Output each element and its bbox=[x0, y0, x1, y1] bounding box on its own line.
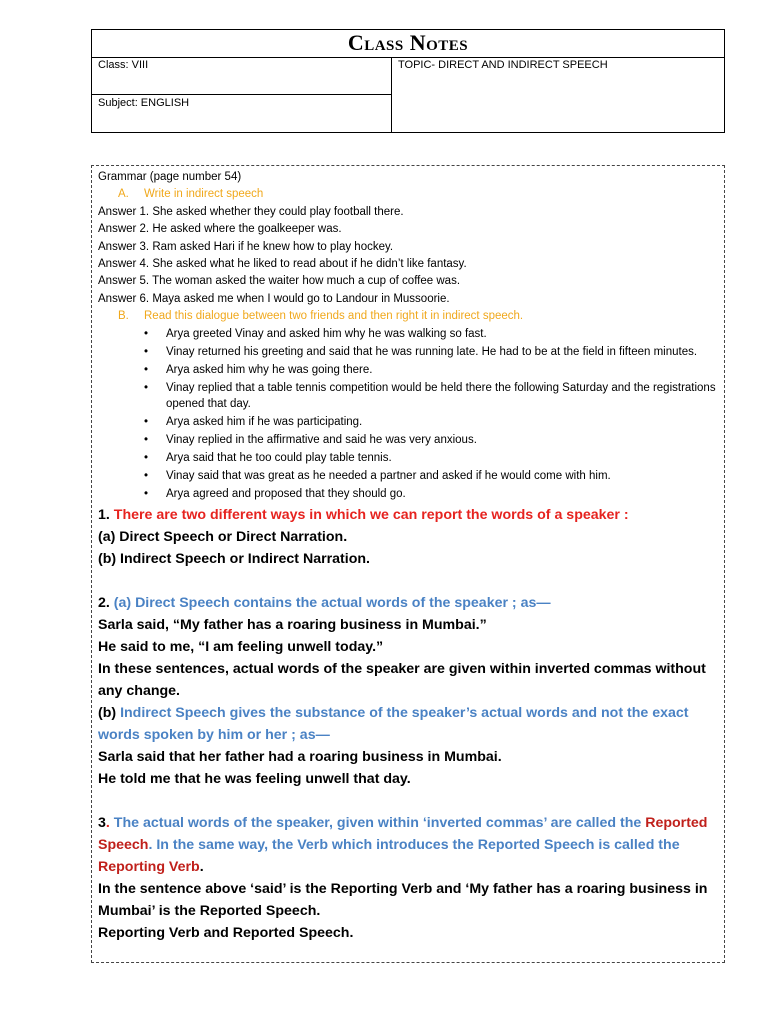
list-item: • Arya asked him why he was going there. bbox=[144, 362, 718, 378]
subject-label: Subject: ENGLISH bbox=[98, 97, 190, 109]
point-3-explanation: In the sentence above ‘said’ is the Reporting Verb and ‘My father has a roaring business in Mumbai’ is the Reported Speech. bbox=[98, 880, 708, 919]
point-1-b: (b) Indirect Speech or Indirect Narration. bbox=[98, 550, 370, 567]
point-3-text-2: . In the same way, the Verb which introduces the Reported Speech is called the bbox=[148, 836, 680, 853]
point-2-b-label: (b) bbox=[98, 704, 121, 721]
section-a-heading bbox=[98, 186, 718, 203]
direct-example-2: He said to me, “I am feeling unwell today.” bbox=[98, 638, 384, 655]
point-1-text: There are two different ways in which we can report the words of a speaker : bbox=[113, 506, 629, 523]
point-1-heading bbox=[98, 504, 718, 526]
header-left-column bbox=[92, 57, 392, 133]
list-item: • Vinay replied that a table tennis competition would be held there the following Saturday and the registrations opened that day. bbox=[144, 380, 718, 412]
point-1-a: (a) Direct Speech or Direct Narration. bbox=[98, 528, 348, 545]
reporting-verb-term: Reporting Verb bbox=[98, 858, 200, 875]
grammar-heading: Grammar (page number 54) bbox=[98, 171, 242, 183]
list-item: • Arya asked him if he was participating. bbox=[144, 414, 718, 430]
point-3-number: 3 bbox=[98, 814, 106, 831]
spacer bbox=[98, 570, 718, 592]
direct-example-1: Sarla said, “My father has a roaring business in Mumbai.” bbox=[98, 616, 487, 633]
list-item: • Arya said that he too could play table tennis. bbox=[144, 450, 718, 466]
indirect-example-1: Sarla said that her father had a roaring business in Mumbai. bbox=[98, 748, 502, 765]
section-a-title: Write in indirect speech bbox=[144, 188, 264, 201]
section-b-label: B. bbox=[118, 310, 129, 323]
class-label: Class: VIII bbox=[92, 57, 391, 95]
section-a-label: A. bbox=[118, 188, 129, 201]
answer-6: Answer 6. Maya asked me when I would go to Landour in Mussoorie. bbox=[98, 292, 450, 305]
section-b-heading bbox=[98, 308, 718, 325]
reported-speech-term: Reported Speech bbox=[98, 814, 708, 853]
list-item: • Vinay returned his greeting and said that he was running late. He had to be at the field in fifteen minutes. bbox=[144, 344, 718, 360]
topic-label: TOPIC- DIRECT AND INDIRECT SPEECH bbox=[398, 59, 608, 71]
indirect-example-2: He told me that he was feeling unwell that day. bbox=[98, 770, 411, 787]
page-title: Class Notes bbox=[92, 30, 724, 58]
class-notes-header bbox=[91, 29, 725, 133]
point-1-number: 1. bbox=[98, 506, 114, 523]
answer-3: Answer 3. Ram asked Hari if he knew how to play hockey. bbox=[98, 240, 394, 253]
point-2-text: (a) Direct Speech contains the actual words of the speaker ; as— bbox=[113, 594, 551, 611]
point-2-heading bbox=[98, 592, 718, 614]
list-item: • Vinay said that was great as he needed a partner and asked if he would come with him. bbox=[144, 468, 718, 484]
list-item: • Arya greeted Vinay and asked him why he was walking so fast. bbox=[144, 326, 718, 342]
answer-4: Answer 4. She asked what he liked to read about if he didn’t like fantasy. bbox=[98, 258, 467, 271]
answer-1: Answer 1. She asked whether they could play football there. bbox=[98, 205, 404, 218]
point-3-last-line: Reporting Verb and Reported Speech. bbox=[98, 924, 354, 941]
list-item: • Arya agreed and proposed that they should go. bbox=[144, 486, 718, 502]
answer-2: Answer 2. He asked where the goalkeeper was. bbox=[98, 223, 342, 236]
list-item: • Vinay replied in the affirmative and said he was very anxious. bbox=[144, 432, 718, 448]
point-2-b-heading bbox=[98, 702, 718, 746]
point-3-paragraph bbox=[98, 812, 718, 878]
point-3-text-1: The actual words of the speaker, given within ‘inverted commas’ are called the bbox=[109, 814, 646, 831]
point-2-b-text: Indirect Speech gives the substance of the speaker’s actual words and not the exact words spoken by him or her ; as— bbox=[98, 704, 689, 743]
answer-5: Answer 5. The woman asked the waiter how much a cup of coffee was. bbox=[98, 275, 461, 288]
point-2-number: 2. bbox=[98, 594, 114, 611]
spacer bbox=[98, 790, 718, 812]
notes-content bbox=[91, 165, 725, 963]
section-b-title: Read this dialogue between two friends and then right it in indirect speech. bbox=[144, 310, 524, 323]
point-3-dot: . bbox=[105, 814, 110, 831]
dialogue-list bbox=[98, 326, 718, 502]
point-3-end: . bbox=[199, 858, 204, 875]
direct-explanation: In these sentences, actual words of the speaker are given within inverted commas without any change. bbox=[98, 660, 706, 699]
